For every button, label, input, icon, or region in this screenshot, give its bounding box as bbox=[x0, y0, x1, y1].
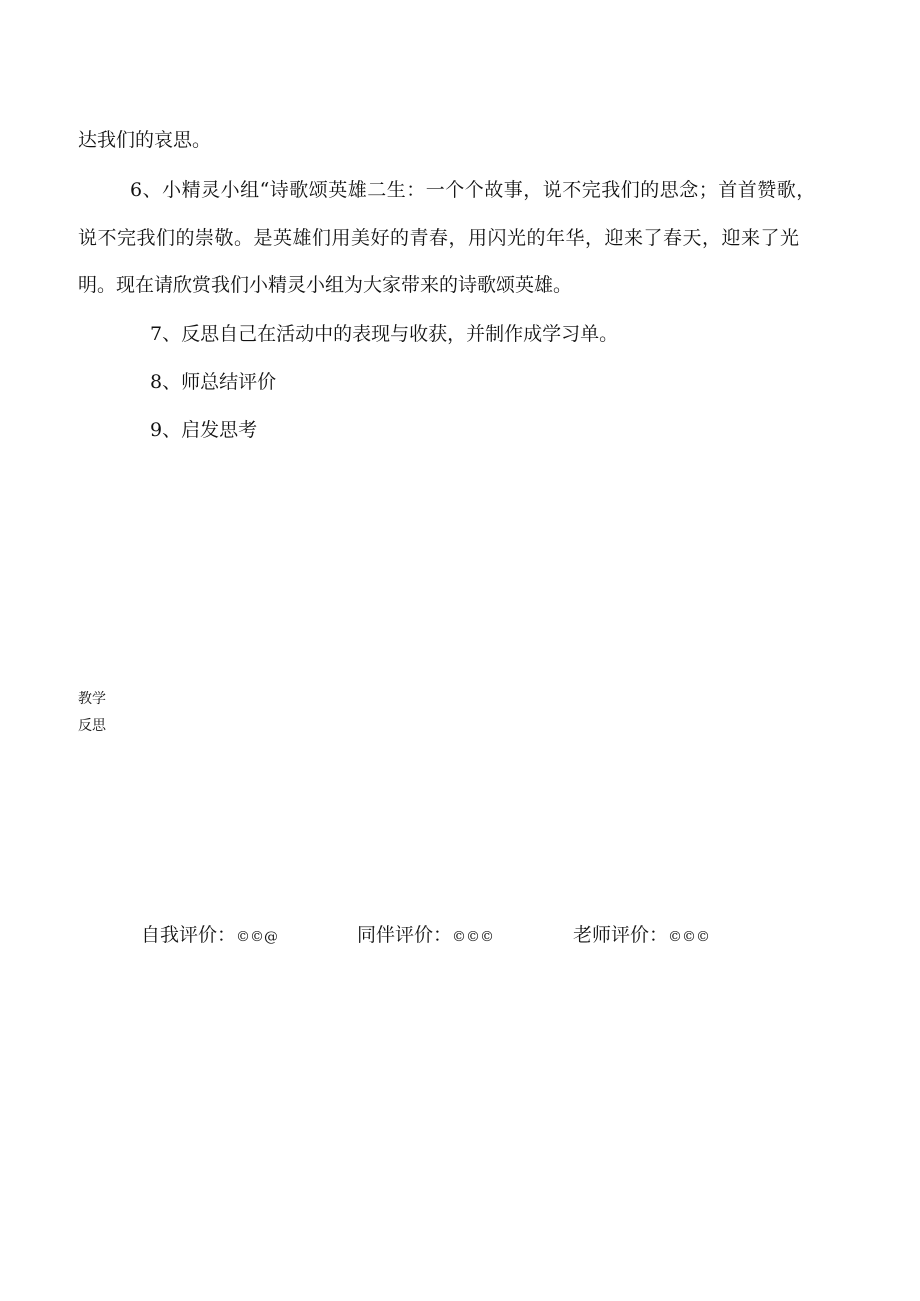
peer-evaluation-label: 同伴评价： bbox=[357, 924, 453, 946]
self-evaluation-marks: ©©@ bbox=[236, 929, 279, 945]
reflection-label-line: 反思 bbox=[78, 718, 106, 734]
list-item: 7、反思自己在活动中的表现与收获，并制作成学习单。 bbox=[150, 323, 619, 345]
paragraph-line: 说不完我们的崇敬。是英雄们用美好的青春，用闪光的年华，迎来了春天，迎来了光 bbox=[78, 227, 800, 249]
teacher-evaluation-marks: ©©© bbox=[668, 929, 711, 945]
list-item: 9、启发思考 bbox=[150, 419, 258, 441]
teacher-evaluation bbox=[573, 923, 710, 949]
self-evaluation bbox=[141, 923, 278, 949]
peer-evaluation bbox=[357, 923, 494, 949]
list-item: 8、师总结评价 bbox=[150, 371, 277, 393]
self-evaluation-label: 自我评价： bbox=[141, 924, 237, 946]
paragraph-line: 6、小精灵小组“诗歌颂英雄二生：一个个故事，说不完我们的思念；首首赞歌， bbox=[130, 179, 816, 201]
paragraph-line: 达我们的哀思。 bbox=[78, 129, 212, 151]
paragraph-line: 明。现在请欣赏我们小精灵小组为大家带来的诗歌颂英雄。 bbox=[78, 274, 573, 296]
teacher-evaluation-label: 老师评价： bbox=[573, 924, 669, 946]
peer-evaluation-marks: ©©© bbox=[452, 929, 495, 945]
reflection-label-line: 教学 bbox=[78, 691, 106, 707]
